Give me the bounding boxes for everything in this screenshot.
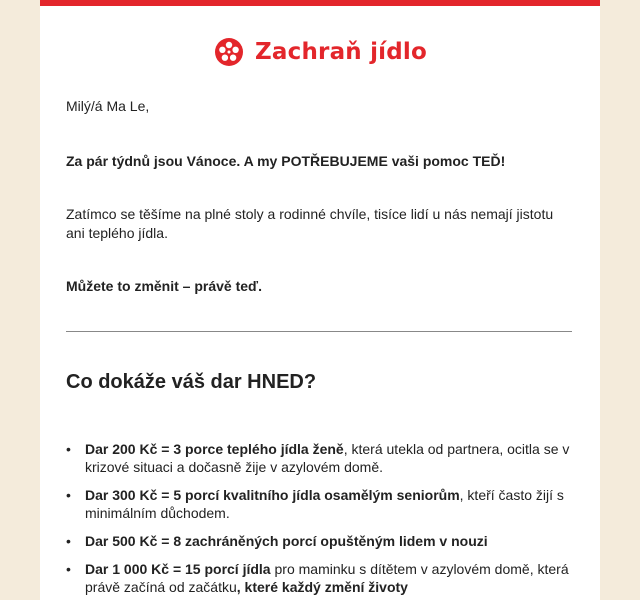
headline: Za pár týdnů jsou Vánoce. A my POTŘEBUJEME vaši pomoc TEĎ! — [66, 153, 506, 169]
list-item — [66, 486, 574, 522]
brand-name: Zachraň jídlo — [255, 39, 427, 65]
section-title: Co dokáže váš dar HNED? — [66, 371, 317, 393]
email-card — [40, 0, 600, 600]
brand-logo[interactable] — [40, 34, 600, 70]
greeting: Milý/á Ma Le, — [66, 98, 150, 114]
body-paragraph: Zatímco se těšíme na plné stoly a rodinné chvíle, tisíce lidí u nás nemají jistotu ani teplého jídla. — [66, 206, 554, 241]
donation-amount: Dar 500 Kč = 8 zachráněných porcí opuštěným lidem v nouzi — [85, 533, 488, 549]
donation-amount: Dar 1 000 Kč = 15 porcí jídla — [85, 561, 271, 577]
list-item — [66, 532, 574, 550]
donation-emphasis: , které každý změní životy — [236, 579, 408, 595]
divider — [66, 331, 572, 332]
call-to-action-text: Můžete to změnit – právě teď. — [66, 278, 262, 294]
donation-amount: Dar 300 Kč = 5 porcí kvalitního jídla osamělým seniorům — [85, 487, 460, 503]
donation-amount: Dar 200 Kč = 3 porce teplého jídla ženě — [85, 441, 344, 457]
donation-description: , která utekla od partnera, ocitla se v krizové situaci a dočasně žije v azylovém domě. — [85, 441, 570, 475]
top-accent-bar — [40, 0, 600, 6]
donation-description: pro maminku s dítětem v azylovém domě, která právě začíná od začátku — [85, 561, 569, 595]
donation-description: , kteří často žijí s minimálním důchodem. — [85, 487, 564, 521]
list-item — [66, 560, 574, 596]
list-item — [66, 440, 574, 476]
flower-logo-icon — [213, 36, 245, 68]
donation-list — [66, 440, 574, 600]
